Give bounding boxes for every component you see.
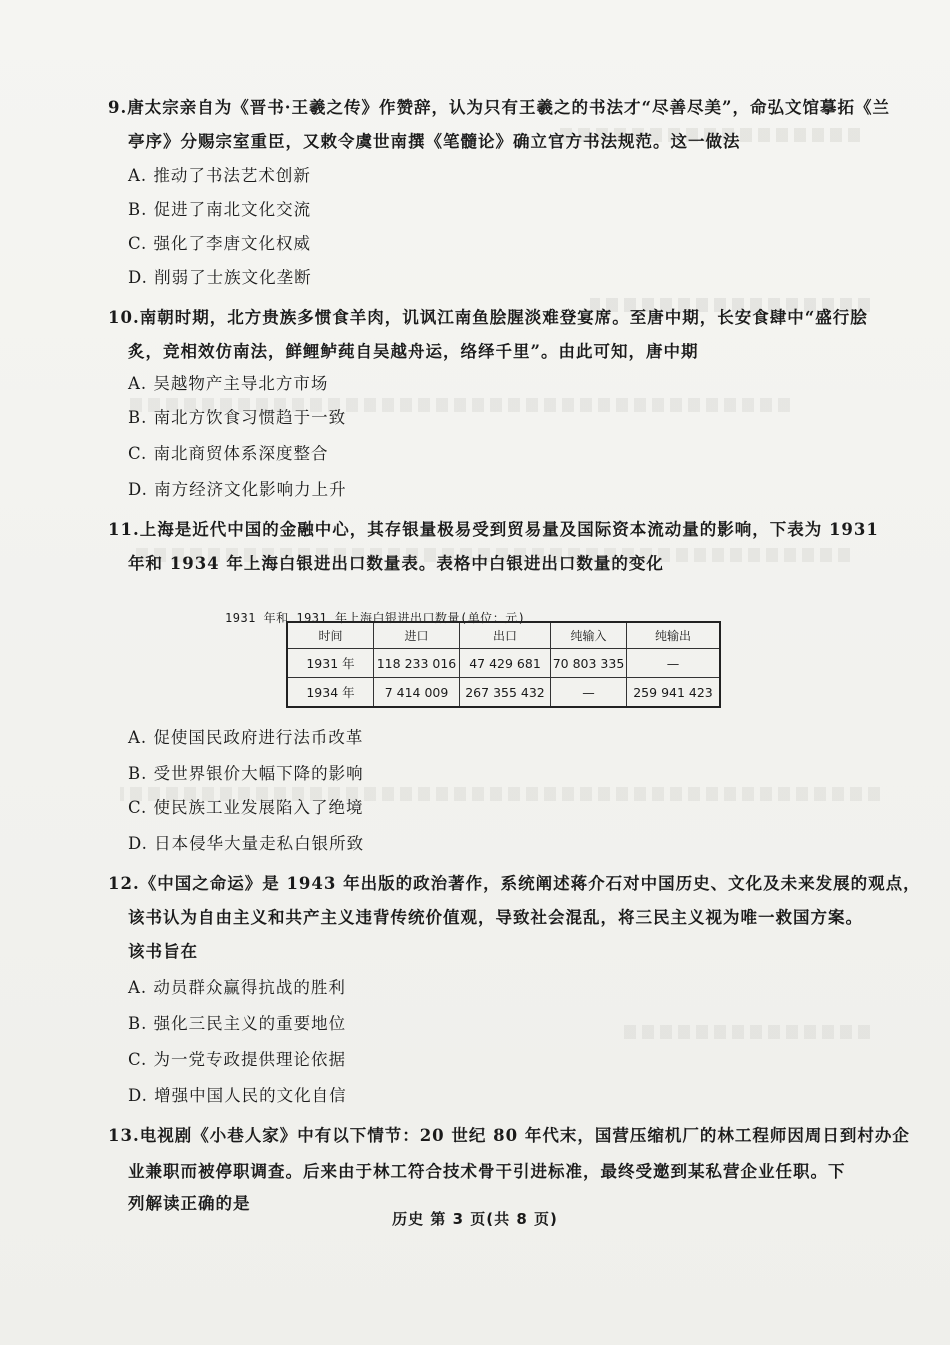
q12-option-d: D. 增强中国人民的文化自信 (128, 1086, 347, 1105)
table-cell: 70 803 335 (551, 649, 627, 678)
table-cell: 7 414 009 (374, 678, 460, 708)
q12-stem-line2: 该书认为自由主义和共产主义违背传统价值观，导致社会混乱，将三民主义视为唯一救国方案。 (128, 908, 863, 927)
q13-stem-line3: 列解读正确的是 (128, 1194, 251, 1213)
table-cell: 47 429 681 (460, 649, 551, 678)
q9-stem-line1: 9.唐太宗亲自为《晋书·王羲之传》作赞辞，认为只有王羲之的书法才“尽善尽美”，命弘文馆摹拓《兰 (108, 98, 890, 117)
table-header: 进口 (374, 622, 460, 649)
q11-option-b: B. 受世界银价大幅下降的影响 (128, 764, 364, 783)
q9-stem-line2: 亭序》分赐宗室重臣，又敕令虞世南撰《笔髓论》确立官方书法规范。这一做法 (128, 132, 741, 151)
table-caption: 1931 年和 1931 年上海白银进出口数量(单位：元) (225, 611, 526, 625)
q11-option-c: C. 使民族工业发展陷入了绝境 (128, 798, 364, 817)
silver-trade-table (286, 621, 721, 708)
q12-stem-line1: 12.《中国之命运》是 1943 年出版的政治著作，系统阐述蒋介石对中国历史、文化及未来发展的观点， (108, 874, 921, 893)
q10-option-b: B. 南北方饮食习惯趋于一致 (128, 408, 347, 427)
page-footer: 历史 第 3 页(共 8 页) (392, 1210, 558, 1228)
q10-option-a: A. 吴越物产主导北方市场 (128, 374, 329, 393)
q12-option-a: A. 动员群众赢得抗战的胜利 (128, 978, 346, 997)
table-header: 出口 (460, 622, 551, 649)
table-cell: 1931 年 (287, 649, 374, 678)
q9-option-a: A. 推动了书法艺术创新 (128, 166, 311, 185)
table-cell: — (551, 678, 627, 708)
table-header-row (287, 622, 720, 649)
table-cell: 259 941 423 (627, 678, 721, 708)
table-header: 纯输入 (551, 622, 627, 649)
q9-option-d: D. 削弱了士族文化垄断 (128, 268, 312, 287)
q12-option-b: B. 强化三民主义的重要地位 (128, 1014, 347, 1033)
q13-stem-line1: 13.电视剧《小巷人家》中有以下情节：20 世纪 80 年代末，国营压缩机厂的林工程师因周日到村办企 (108, 1126, 910, 1145)
table-cell: 118 233 016 (374, 649, 460, 678)
q11-option-d: D. 日本侵华大量走私白银所致 (128, 834, 365, 853)
table-cell: 267 355 432 (460, 678, 551, 708)
q11-stem-line2: 年和 1934 年上海白银进出口数量表。表格中白银进出口数量的变化 (128, 554, 664, 573)
q11-stem-line1: 11.上海是近代中国的金融中心，其存银量极易受到贸易量及国际资本流动量的影响，下表为 1931 (108, 520, 879, 539)
table-row (287, 649, 720, 678)
q9-option-b: B. 促进了南北文化交流 (128, 200, 312, 219)
q12-stem-line3: 该书旨在 (128, 942, 198, 961)
table-cell: 1934 年 (287, 678, 374, 708)
q13-stem-line2: 业兼职而被停职调查。后来由于林工符合技术骨干引进标准，最终受邀到某私营企业任职。下 (128, 1162, 846, 1181)
q10-option-c: C. 南北商贸体系深度整合 (128, 444, 329, 463)
q12-option-c: C. 为一党专政提供理论依据 (128, 1050, 347, 1069)
q10-option-d: D. 南方经济文化影响力上升 (128, 480, 347, 499)
q9-option-c: C. 强化了李唐文化权威 (128, 234, 312, 253)
bleed-through (620, 1025, 870, 1039)
q10-stem-line2: 炙，竞相效仿南法，鲜鲤鲈莼自吴越舟运，络绎千里”。由此可知，唐中期 (128, 342, 699, 361)
q11-option-a: A. 促使国民政府进行法币改革 (128, 728, 364, 747)
table-cell: — (627, 649, 721, 678)
q10-stem-line1: 10.南朝时期，北方贵族多惯食羊肉，讥讽江南鱼脍腥淡难登宴席。至唐中期，长安食肆中“盛行脍 (108, 308, 868, 327)
table-header: 纯输出 (627, 622, 721, 649)
table-header: 时间 (287, 622, 374, 649)
table-row (287, 678, 720, 708)
